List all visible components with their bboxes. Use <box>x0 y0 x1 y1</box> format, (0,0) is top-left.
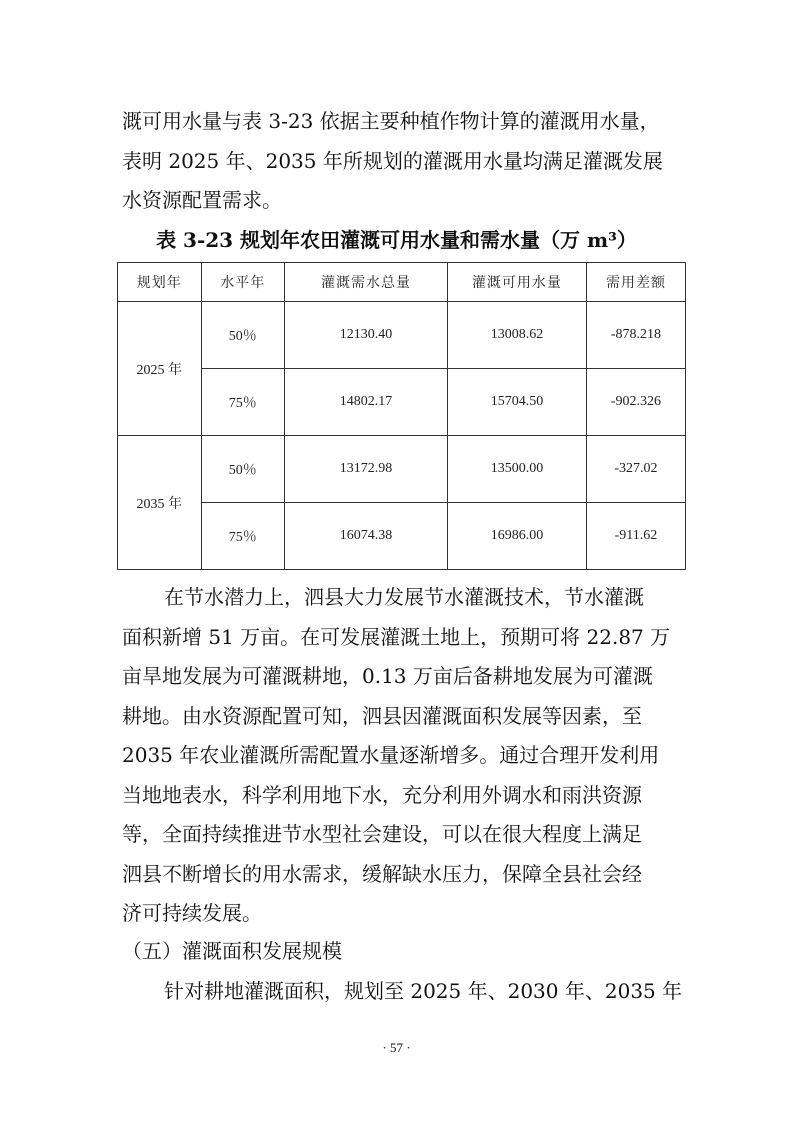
header-total-demand: 灌溉需水总量 <box>285 263 448 302</box>
available-cell: 13008.62 <box>447 302 586 369</box>
level-cell: 50％ <box>201 302 285 369</box>
irrigation-water-table <box>117 262 686 570</box>
table-row <box>118 302 686 369</box>
text-line: 耕地。由水资源配置可知，泗县因灌溉面积发展等因素，至 <box>122 703 642 728</box>
text-line: 当地地表水，科学利用地下水，充分利用外调水和雨洪资源 <box>122 782 642 807</box>
text-line: 面积新增 51 万亩。在可发展灌溉土地上，预期可将 22.87 万 <box>122 624 671 649</box>
header-available-water: 灌溉可用水量 <box>447 263 586 302</box>
demand-cell: 12130.40 <box>285 302 448 369</box>
available-cell: 15704.50 <box>447 369 586 436</box>
difference-cell: -327.02 <box>586 436 685 503</box>
text-line: 济可持续发展。 <box>122 901 262 925</box>
demand-cell: 13172.98 <box>285 436 448 503</box>
paragraph-2 <box>122 578 682 934</box>
header-planning-year: 规划年 <box>118 263 202 302</box>
text-line: 在节水潜力上，泗县大力发展节水灌溉技术，节水灌溉 <box>164 585 644 609</box>
year-cell: 2035 年 <box>118 436 202 570</box>
section-heading: （五）灌溉面积发展规模 <box>122 939 342 963</box>
year-cell: 2025 年 <box>118 302 202 436</box>
paragraph-1 <box>122 102 682 221</box>
level-cell: 50％ <box>201 436 285 503</box>
table-row <box>118 436 686 503</box>
level-cell: 75％ <box>201 369 285 436</box>
difference-cell: -911.62 <box>586 503 685 570</box>
text-line: 泗县不断增长的用水需求，缓解缺水压力，保障全县社会经 <box>122 861 642 886</box>
level-cell: 75％ <box>201 503 285 570</box>
table-row <box>118 503 686 570</box>
page-number: · 57 · <box>382 1040 411 1055</box>
table-row <box>118 369 686 436</box>
text-line: 表明 2025 年、2035 年所规划的灌溉用水量均满足灌溉发展 <box>122 148 663 173</box>
text-line: 等，全面持续推进节水型社会建设，可以在很大程度上满足 <box>122 822 642 846</box>
header-difference: 需用差额 <box>586 263 685 302</box>
header-level-year: 水平年 <box>201 263 285 302</box>
text-line: 水资源配置需求。 <box>122 188 282 212</box>
text-line: 2035 年农业灌溉所需配置水量逐渐增多。通过合理开发利用 <box>122 743 660 767</box>
text-line: 亩旱地发展为可灌溉耕地，0.13 万亩后备耕地发展为可灌溉 <box>122 664 653 688</box>
demand-cell: 16074.38 <box>285 503 448 570</box>
difference-cell: -902.326 <box>586 369 685 436</box>
table-header-row <box>118 263 686 302</box>
demand-cell: 14802.17 <box>285 369 448 436</box>
text-line: 针对耕地灌溉面积，规划至 2025 年、2030 年、2035 年 <box>164 979 683 1003</box>
available-cell: 13500.00 <box>447 436 586 503</box>
difference-cell: -878.218 <box>586 302 685 369</box>
available-cell: 16986.00 <box>447 503 586 570</box>
table-caption: 表 3-23 规划年农田灌溉可用水量和需水量（万 m³） <box>156 228 637 252</box>
paragraph-3 <box>122 972 682 1012</box>
text-line: 溉可用水量与表 3-23 依据主要种植作物计算的灌溉用水量， <box>122 109 660 133</box>
